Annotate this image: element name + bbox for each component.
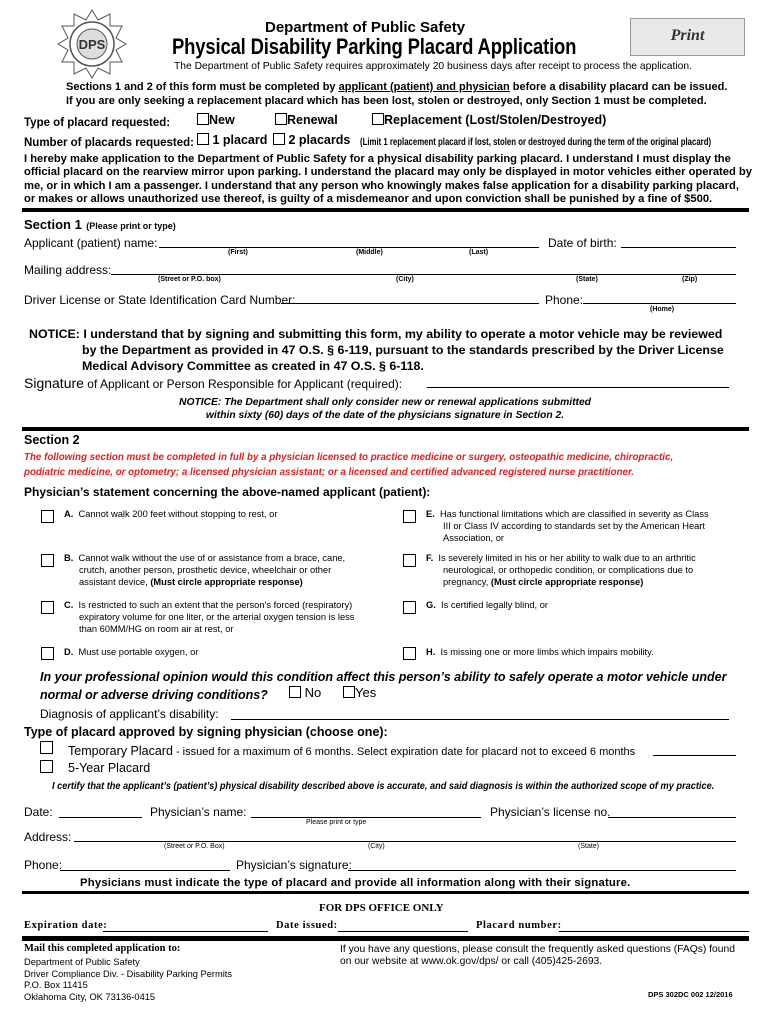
condition-c-checkbox[interactable] [41,601,54,614]
temporary-checkbox[interactable] [40,741,53,754]
condition-d-checkbox[interactable] [41,647,54,660]
physician-address-field[interactable] [74,841,736,842]
street-hint: (Street or P.O. box) [158,276,221,283]
physician-signature-field[interactable] [348,870,736,871]
condition-e: E. Has functional limitations which are classified in severity as Class III or Class IV according to standards set by the American Heart Association, or [426,509,709,543]
opinion-yes-label: Yes [355,685,377,700]
condition-f-checkbox[interactable] [403,554,416,567]
condition-g-checkbox[interactable] [403,601,416,614]
expiration-date-field[interactable] [103,931,268,932]
one-placard-label: 1 placard [212,133,268,147]
home-hint: (Home) [650,306,675,313]
physician-name-field[interactable] [251,817,481,818]
renewal-checkbox[interactable] [275,113,287,125]
license-field[interactable] [281,303,539,304]
opinion-question: In your professional opinion would this condition affect this person’s ability to safely operate a motor vehicle under [40,670,727,684]
intro-line-2: If you are only seeking a replacement placard which has been lost, stolen or destroyed, only Section 1 must be completed. [66,95,707,107]
new-checkbox[interactable] [197,113,209,125]
opinion-yes-checkbox[interactable] [343,686,355,698]
one-placard-checkbox[interactable] [197,133,209,145]
certification-statement: I certify that the applicant’s (patient’s) physical disability described above is accurate, and said diagnosis is within the authorized scope of my practice. [52,781,715,792]
dob-field[interactable] [621,247,736,248]
physician-name-label: Physician’s name: [150,805,247,819]
date-issued-field[interactable] [338,931,468,932]
condition-h: H. Is missing one or more limbs which impairs mobility. [426,647,654,657]
print-label: Print [670,27,705,44]
physician-address-label: Address: [24,830,72,844]
mail-heading: Mail this completed application to: [24,943,181,954]
opinion-no-label: No [304,685,322,700]
notice-60-days: NOTICE: The Department shall only consider new or renewal applications submitted within sixty (60) days of the date of the physicians signature in Section 2. [179,397,591,421]
five-year-checkbox[interactable] [40,760,53,773]
questions-note: If you have any questions, please consult the frequently asked questions (FAQs) found on our website at www.ok.gov/dps/ or call (405)425-2693. [340,944,735,967]
condition-h-checkbox[interactable] [403,647,416,660]
license-label: Driver License or State Identification Card Number: [24,293,296,307]
last-hint: (Last) [469,249,489,256]
divider [22,891,749,894]
applicant-signature-label: Signature of Applicant or Person Responsible for Applicant (required): [24,375,403,391]
form-title: Physical Disability Parking Placard Application [172,34,577,59]
condition-b: B. Cannot walk without the use of or assistance from a brace, cane, crutch, another person, prosthetic device, wheelchair or other assistant device, (Must circle appropriate response) [64,553,346,587]
divider [22,208,749,212]
phone-label: Phone: [545,293,584,307]
new-label: New [209,113,235,127]
date-label: Date: [24,805,53,819]
placard-count-label: Number of placards requested: [24,137,194,149]
department-name: Department of Public Safety [265,19,466,36]
processing-note: The Department of Public Safety requires approximately 20 business days after receipt to process the application. [174,61,692,72]
eligible-providers-note: The following section must be completed in full by a physician licensed to practice medicine or surgery, osteopathic medicine, chiropractic, podiatric medicine, or optometry; a licensed physician assistant; or a licensed and certified advanced registered nurse practitioner. [24,451,674,478]
date-issued-label: Date issued: [276,920,338,931]
condition-e-checkbox[interactable] [403,510,416,523]
condition-d: D. Must use portable oxygen, or [64,647,199,657]
state-hint: (State) [576,276,598,283]
dob-label: Date of birth: [548,236,617,250]
divider [22,427,749,431]
opinion-no-checkbox[interactable] [289,686,301,698]
placard-number-field[interactable] [559,931,749,932]
expiration-date-label: Expiration date: [24,920,108,931]
condition-b-checkbox[interactable] [41,554,54,567]
condition-g: G. Is certified legally blind, or [426,600,548,610]
section1-heading: Section 1 (Please print or type) [24,217,176,232]
physician-state-hint: (State) [578,843,600,850]
replacement-limit-note: (Limit 1 replacement placard if lost, stolen or destroyed during the term of the original placard) [360,137,712,148]
section2-heading: Section 2 [24,433,80,447]
middle-hint: (Middle) [356,249,383,256]
date-field[interactable] [59,817,142,818]
diagnosis-field[interactable] [231,719,729,720]
svg-text:DPS: DPS [78,37,106,52]
phone-field[interactable] [583,303,736,304]
physician-phone-field[interactable] [60,870,230,871]
intro-line-1: Sections 1 and 2 of this form must be completed by applicant (patient) and physician before a disability placard can be issued. [66,81,728,93]
condition-a-checkbox[interactable] [41,510,54,523]
form-id: DPS 302DC 002 12/2016 [648,990,733,999]
physician-instruction: Physicians must indicate the type of placard and provide all information along with their signature. [80,877,631,889]
mailing-label: Mailing address: [24,263,112,277]
zip-hint: (Zip) [682,276,698,283]
approved-type-heading: Type of placard approved by signing physician (choose one): [24,725,388,739]
city-hint: (City) [396,276,414,283]
mailing-address-block: Department of Public Safety Driver Compliance Div. - Disability Parking Permits P.O. Box 11415 Oklahoma City, OK 73136-0415 [24,957,233,1002]
placard-type-label: Type of placard requested: [24,117,171,129]
physician-street-hint: (Street or P.O. Box) [164,843,225,850]
physician-city-hint: (City) [368,843,385,850]
physician-license-label: Physician’s license no. [490,805,611,819]
declaration: I hereby make application to the Department of Public Safety for a physical disability parking placard. I understand I must display the official placard on the rearview mirror upon parking. I understand the placard may only be displayed in motor vehicles either operated by me, or in which I am a passenger. I understand that any person who knowingly makes false application for a disability parking placard, or makes or allows unauthorized use thereof, is guilty of a misdemeanor and upon conviction shall be punished by a fine of $500. [24,153,752,206]
physician-license-field[interactable] [608,817,736,818]
condition-f: F. Is severely limited in his or her ability to walk due to an arthritic neurological, or orthopedic condition, or complications due to pregnancy, (Must circle appropriate response) [426,553,696,587]
first-hint: (First) [228,249,248,256]
print-type-hint: Please print or type [306,819,367,826]
two-placards-checkbox[interactable] [273,133,285,145]
replacement-checkbox[interactable] [372,113,384,125]
notice-review: NOTICE: I understand that by signing and submitting this form, my ability to operate a motor vehicle may be reviewed by the Department as provided in 47 O.S. § 6-119, pursuant to the standards prescribed by the Driver License Medical Advisory Committee as created in 47 O.S. § 6-118. [29,327,724,373]
diagnosis-label: Diagnosis of applicant’s disability: [40,707,219,721]
office-use-heading: FOR DPS OFFICE ONLY [319,902,444,914]
applicant-signature-field[interactable] [427,387,729,388]
condition-c: C. Is restricted to such an extent that the person’s forced (respiratory) expiratory volume for one liter, or the arterial oxygen tension is less than 60MM/HG on room air at rest, or [64,600,355,634]
placard-number-label: Placard number: [476,920,562,931]
dps-seal [56,8,128,80]
physician-statement-heading: Physician’s statement concerning the above-named applicant (patient): [24,485,431,499]
physician-signature-label: Physician’s signature: [236,858,352,872]
two-placards-label: 2 placards [288,133,351,147]
applicant-name-label: Applicant (patient) name: [24,236,158,250]
divider [22,936,749,941]
renewal-label: Renewal [287,113,338,127]
condition-a: A. Cannot walk 200 feet without stopping to rest, or [64,509,278,519]
physician-phone-label: Phone: [24,858,63,872]
opinion-question-2: normal or adverse driving conditions? [40,688,268,702]
expiration-select-field[interactable] [653,755,736,756]
applicant-name-field[interactable] [159,247,539,248]
five-year-label: 5-Year Placard [68,761,151,775]
mailing-address-field[interactable] [111,274,736,275]
temporary-label: Temporary Placard - issued for a maximum of 6 months. Select expiration date for placard not to exceed 6 months [68,744,636,758]
print-button[interactable] [630,18,745,56]
replacement-label: Replacement (Lost/Stolen/Destroyed) [384,113,607,127]
